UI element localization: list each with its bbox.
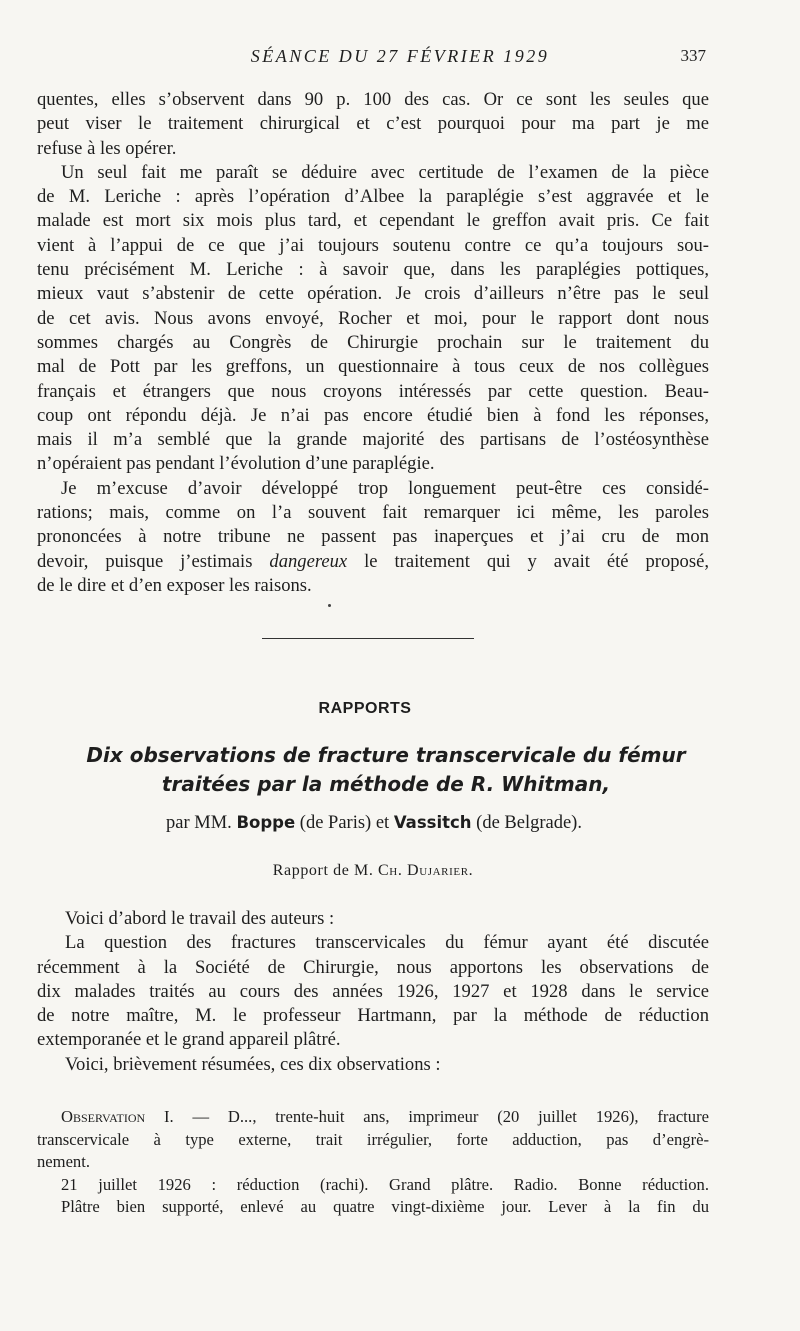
author-name: Vassitch [393,813,472,832]
text-line: mais il m’a semblé que la grande majorité des partisans de l’ostéosynthèse [37,429,709,451]
rapporteur-name: Ch. Dujarier. [378,862,474,879]
observation-label: Observation I. [61,1107,174,1126]
text-line: français et étrangers que nous croyons intéressés par cette question. Beau- [37,380,709,402]
text-line: récemment à la Société de Chirurgie, nous apportons les observations de [37,956,709,978]
section-divider [262,638,474,639]
summary-paragraph [37,1053,709,1077]
text-line: Un seul fait me paraît se déduire avec certitude de l’examen de la pièce [61,161,709,183]
text-line: prononcées à notre tribune ne passent pas inaperçues et j’ai cru de mon [37,526,709,548]
running-title: SÉANCE DU 27 FÉVRIER 1929 [250,46,550,66]
text-line: Voici d’abord le travail des auteurs : [65,908,335,929]
text-line: transcervicale à type externe, trait irrégulier, forte adduction, pas d’engrè- [37,1129,709,1149]
text-line: sommes chargés au Congrès de Chirurgie prochain sur le traitement du [37,331,709,353]
text-line: de M. Leriche : après l’opération d’Albee la paraplégie s’est aggravée et le [37,186,709,208]
authors-line [0,813,748,834]
text-line: mieux vaut s’abstenir de cette opération. Je crois d’ailleurs n’être pas le seul [37,283,709,305]
article-body [37,907,709,1077]
text-line: quentes, elles s’observent dans 90 p. 100 des cas. Or ce sont les seules que [37,89,709,110]
intro-paragraph [37,907,709,931]
text-line: 21 juillet 1926 : réduction (rachi). Grand plâtre. Radio. Bonne réduction. [61,1174,709,1194]
text-line: de le dire et d’en exposer les raisons. [37,574,312,596]
rapport-prefix: Rapport de M. [272,862,379,879]
text-line: de cet avis. Nous avons envoyé, Rocher et moi, pour le rapport dont nous [37,307,709,329]
text-line: Plâtre bien supporté, enlevé au quatre vingt-dixième jour. Lever à la fin du [61,1197,709,1216]
print-speck [328,604,331,607]
observation-block [37,1106,709,1219]
text-segment: devoir, puisque j’estimais [37,550,270,572]
text-line: coup ont répondu déjà. Je n’ai pas encore étudié bien à fond les réponses, [37,404,709,426]
text-line: Voici, brièvement résumées, ces dix observations : [65,1053,441,1075]
author-affiliation: (de Paris) et [295,813,394,833]
text-line: refuse à les opérer. [37,137,177,159]
page-number: 337 [680,46,706,65]
article-title-line: traitées par la méthode de R. Whitman, [161,772,611,796]
text-line: peut viser le traitement chirurgical et c’est pourquoi pour ma part je me [37,113,709,135]
text-line: La question des fractures transcervicales du fémur ayant été discutée [65,932,709,954]
article-title [0,741,772,799]
rapporteur-line [0,862,746,880]
paragraph-1 [37,88,709,161]
text-line: nement. [37,1152,90,1171]
authors-prefix: par MM. [166,813,237,833]
author-name: Boppe [236,813,296,832]
section-heading: RAPPORTS [318,700,412,717]
text-line: rations; mais, comme on l’a souvent fait remarquer ici même, les paroles [37,502,709,524]
text-line: tenu précisément M. Leriche : à savoir que, dans les paraplégies pottiques, [37,259,709,281]
text-line: vient à l’appui de ce que j’ai toujours soutenu contre ce qu’a toujours sou- [37,234,709,256]
text-line: n’opéraient pas pendant l’évolution d’une paraplégie. [37,453,435,475]
running-head [0,46,800,70]
text-line: de notre maître, M. le professeur Hartmann, par la méthode de réduction [37,1005,709,1027]
author-affiliation: (de Belgrade). [471,813,582,833]
italic-word: dangereux [269,550,348,572]
text-line: extemporanée et le grand appareil plâtré. [37,1029,341,1051]
observation-paragraph [37,1106,709,1219]
text-line: Je m’excuse d’avoir développé trop longuement peut-être ces considé- [61,477,709,499]
discussion-text [37,88,709,598]
text-line [37,1106,709,1129]
text-segment: — D..., trente-huit ans, imprimeur (20 juillet 1926), fracture [173,1107,709,1126]
text-line: dix malades traités au cours des années 1926, 1927 et 1928 dans le service [37,980,709,1002]
text-line [37,550,709,574]
paragraph-2 [37,161,709,477]
text-line: mal de Pott par les greffons, un questionnaire à tous ceux de nos collègues [37,356,709,378]
paragraph-3 [37,477,709,598]
article-paragraph [37,931,709,1052]
text-segment: le traitement qui y avait été proposé, [347,550,709,572]
article-title-line: Dix observations de fracture transcervicale du fémur [86,743,686,767]
text-line: malade est mort six mois plus tard, et cependant le greffon avait pris. Ce fait [37,210,709,232]
